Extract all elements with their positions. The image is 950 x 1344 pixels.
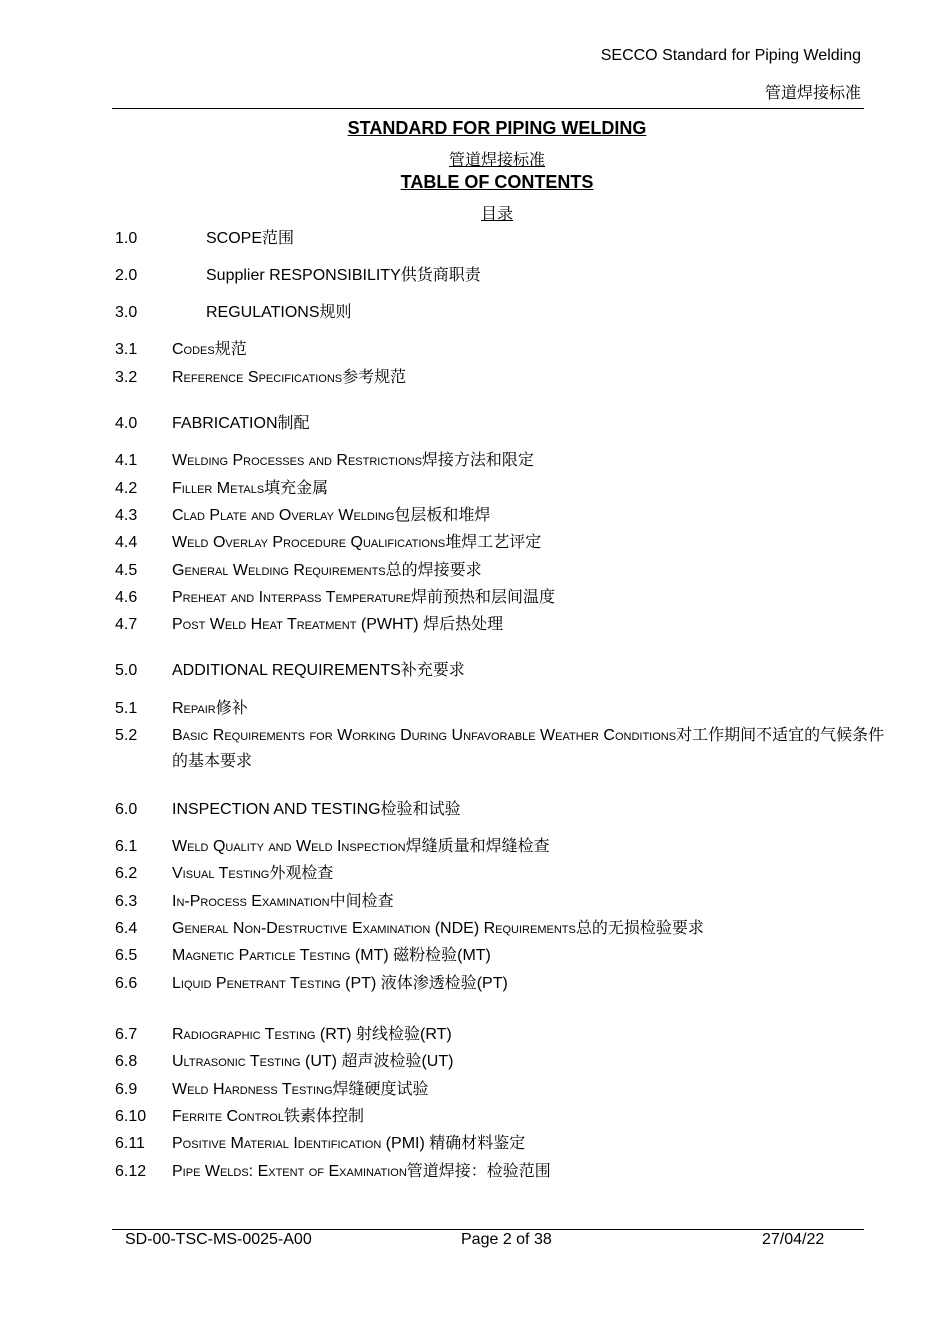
toc-number: 4.1 xyxy=(115,452,138,469)
toc-label: Positive Material Identification (PMI) 精确材料鉴定 xyxy=(172,1135,526,1152)
toc-number: 6.3 xyxy=(115,893,138,910)
toc-label: Welding Processes and Restrictions焊接方法和限定 xyxy=(172,452,534,469)
toc-number: 6.1 xyxy=(115,838,138,855)
toc-number: 3.1 xyxy=(115,341,138,358)
toc-label: Weld Overlay Procedure Qualifications堆焊工艺评定 xyxy=(172,534,542,551)
toc-label: Supplier RESPONSIBILITY供货商职责 xyxy=(206,267,481,284)
toc-number: 6.11 xyxy=(115,1135,145,1152)
footer-doc-number: SD-00-TSC-MS-0025-A00 xyxy=(125,1231,312,1248)
toc-number: 4.2 xyxy=(115,480,138,497)
toc-label: Weld Hardness Testing焊缝硬度试验 xyxy=(172,1081,429,1098)
toc-label: ADDITIONAL REQUIREMENTS补充要求 xyxy=(172,662,465,679)
toc-number: 4.3 xyxy=(115,507,138,524)
toc-number: 5.1 xyxy=(115,700,138,717)
toc-number: 6.7 xyxy=(115,1026,138,1043)
toc-label: REGULATIONS规则 xyxy=(206,304,352,321)
toc-number: 6.0 xyxy=(115,801,138,818)
toc-label: In-Process Examination中间检查 xyxy=(172,893,394,910)
toc-heading: TABLE OF CONTENTS xyxy=(400,172,594,192)
toc-number: 6.12 xyxy=(115,1163,147,1180)
toc-label: Ferrite Control铁素体控制 xyxy=(172,1108,364,1125)
toc-label: Repair修补 xyxy=(172,700,248,717)
toc-number: 6.8 xyxy=(115,1053,138,1070)
toc-label: FABRICATION制配 xyxy=(172,415,310,432)
toc-label: Ultrasonic Testing (UT) 超声波检验(UT) xyxy=(172,1053,454,1070)
toc-label: Weld Quality and Weld Inspection焊缝质量和焊缝检查 xyxy=(172,838,550,855)
header-title-chinese: 管道焊接标准 xyxy=(764,85,861,102)
toc-number: 4.6 xyxy=(115,589,138,606)
document-title-chinese: 管道焊接标准 xyxy=(448,152,545,169)
toc-label: Preheat and Interpass Temperature焊前预热和层间温度 xyxy=(172,589,556,606)
toc-number: 5.2 xyxy=(115,727,138,744)
toc-label: Reference Specifications参考规范 xyxy=(172,369,407,386)
toc-label: SCOPE范围 xyxy=(206,230,295,247)
toc-number: 6.4 xyxy=(115,920,138,937)
toc-number: 1.0 xyxy=(115,230,138,247)
toc-label: Codes规范 xyxy=(172,341,247,358)
toc-label: Pipe Welds: Extent of Examination管道焊接：检验范围 xyxy=(172,1163,551,1180)
toc-number: 4.5 xyxy=(115,562,138,579)
toc-label: Basic Requirements for Working During Unfavorable Weather Conditions对工作期间不适宜的气候条件的基本要求 xyxy=(172,727,885,770)
toc-label: Radiographic Testing (RT) 射线检验(RT) xyxy=(172,1026,452,1043)
toc-number: 6.6 xyxy=(115,975,138,992)
toc-label: Magnetic Particle Testing (MT) 磁粉检验(MT) xyxy=(172,947,491,964)
toc-label: General Welding Requirements总的焊接要求 xyxy=(172,562,482,579)
footer-date: 27/04/22 xyxy=(762,1231,825,1248)
document-title: STANDARD FOR PIPING WELDING xyxy=(347,118,647,138)
toc-number: 4.7 xyxy=(115,616,138,633)
toc-number: 5.0 xyxy=(115,662,138,679)
toc-label: INSPECTION AND TESTING检验和试验 xyxy=(172,801,461,818)
toc-label: Clad Plate and Overlay Welding包层板和堆焊 xyxy=(172,507,491,524)
toc-label: General Non-Destructive Examination (NDE) Requirements总的无损检验要求 xyxy=(172,920,704,937)
toc-number: 4.0 xyxy=(115,415,138,432)
toc-number: 6.9 xyxy=(115,1081,138,1098)
footer-page-number: Page 2 of 38 xyxy=(461,1231,552,1248)
toc-label: Liquid Penetrant Testing (PT) 液体渗透检验(PT) xyxy=(172,975,508,992)
toc-number: 2.0 xyxy=(115,267,138,284)
toc-heading-chinese: 目录 xyxy=(480,206,513,223)
toc-label: Visual Testing外观检查 xyxy=(172,865,334,882)
toc-label: Filler Metals填充金属 xyxy=(172,480,329,497)
header-rule xyxy=(112,108,864,109)
footer-rule xyxy=(112,1229,864,1230)
toc-number: 6.2 xyxy=(115,865,138,882)
toc-number: 3.2 xyxy=(115,369,138,386)
toc-number: 6.5 xyxy=(115,947,138,964)
toc-label: Post Weld Heat Treatment (PWHT) 焊后热处理 xyxy=(172,616,504,633)
toc-number: 4.4 xyxy=(115,534,138,551)
toc-number: 3.0 xyxy=(115,304,138,321)
toc-number: 6.10 xyxy=(115,1108,147,1125)
header-title: SECCO Standard for Piping Welding xyxy=(600,47,861,64)
